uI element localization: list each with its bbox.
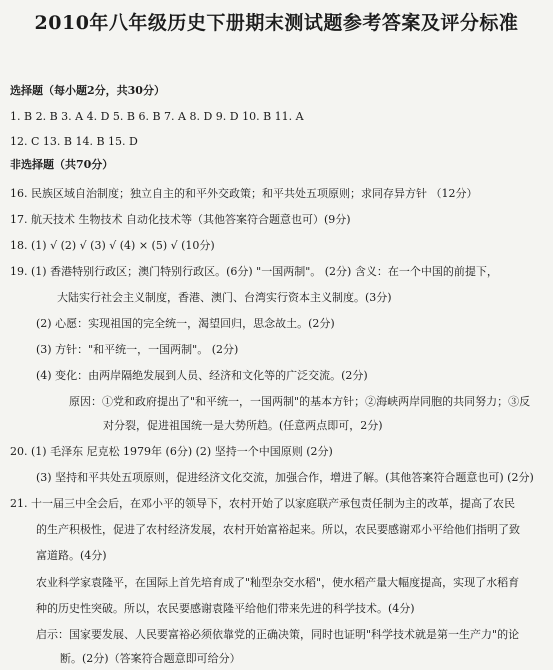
- section-heading-multiple-choice: 选择题（每小题2分，共30分）: [10, 84, 165, 97]
- answer-line-1: 1. B 2. B 3. A 4. D 5. B 6. B 7. A 8. D 9. D 10. B 11. A: [10, 110, 304, 123]
- answer-19-4-reason: 原因：①党和政府提出了"和平统一，一国两制"的基本方针；②海峡两岸同胞的共同努力；③反: [69, 395, 531, 408]
- page-title: 2010年八年级历史下册期末测试题参考答案及评分标准: [34, 12, 519, 34]
- answer-19-3: (3) 方针："和平统一，一国两制"。 (2分): [36, 343, 239, 356]
- answer-18: 18. (1) √ (2) √ (3) √ (4) × (5) √ (10分): [10, 239, 215, 252]
- answer-20-1: 20. (1) 毛泽东 尼克松 1979年 (6分) (2) 坚持一个中国原则 (2分): [10, 445, 333, 458]
- answer-20-3: (3) 坚持和平共处五项原则，促进经济文化交流，加强合作，增进了解。(其他答案符合题意也可) (2分): [36, 471, 534, 484]
- answer-17: 17. 航天技术 生物技术 自动化技术等（其他答案符合题意也可）(9分): [10, 213, 351, 226]
- answer-line-2: 12. C 13. B 14. B 15. D: [10, 135, 138, 148]
- answer-21-p2: 农业科学家袁隆平，在国际上首先培育成了"籼型杂交水稻"，使水稻产量大幅度提高，实现了水稻育: [36, 576, 520, 589]
- answer-21-insight: 启示：国家要发展、人民要富裕必须依靠党的正确决策，同时也证明"科学技术就是第一生产力"的论: [36, 628, 520, 641]
- answer-19-1: 19. (1) 香港特别行政区；澳门特别行政区。(6分) "一国两制"。 (2分) 含义：在一个中国的前提下，: [10, 265, 498, 278]
- answer-16: 16. 民族区域自治制度；独立自主的和平外交政策；和平共处五项原则；求同存异方针 （12分）: [10, 187, 478, 200]
- answer-21-p2-cont: 种的历史性突破。所以，农民要感谢袁隆平给他们带来先进的科学技术。(4分): [36, 602, 415, 615]
- answer-19-1-cont: 大陆实行社会主义制度，香港、澳门、台湾实行资本主义制度。(3分): [57, 291, 392, 304]
- answer-21-p1-cont1: 的生产积极性，促进了农村经济发展，农村开始富裕起来。所以，农民要感谢邓小平给他们指明了致: [36, 523, 520, 536]
- answer-21-insight-cont: 断。(2分)（答案符合题意即可给分）: [60, 652, 241, 665]
- answer-19-4: (4) 变化：由两岸隔绝发展到人员、经济和文化等的广泛交流。(2分): [36, 369, 368, 382]
- answer-19-4-reason-cont: 对分裂，促进祖国统一是大势所趋。(任意两点即可，2分): [103, 419, 383, 432]
- section-heading-non-choice: 非选择题（共70分）: [10, 158, 114, 171]
- answer-21-p1-cont2: 富道路。(4分): [36, 549, 107, 562]
- answer-21-p1: 21. 十一届三中全会后，在邓小平的领导下，农村开始了以家庭联产承包责任制为主的改革，提高了农民: [10, 497, 515, 510]
- answer-19-2: (2) 心愿：实现祖国的完全统一，渴望回归，思念故土。(2分): [36, 317, 335, 330]
